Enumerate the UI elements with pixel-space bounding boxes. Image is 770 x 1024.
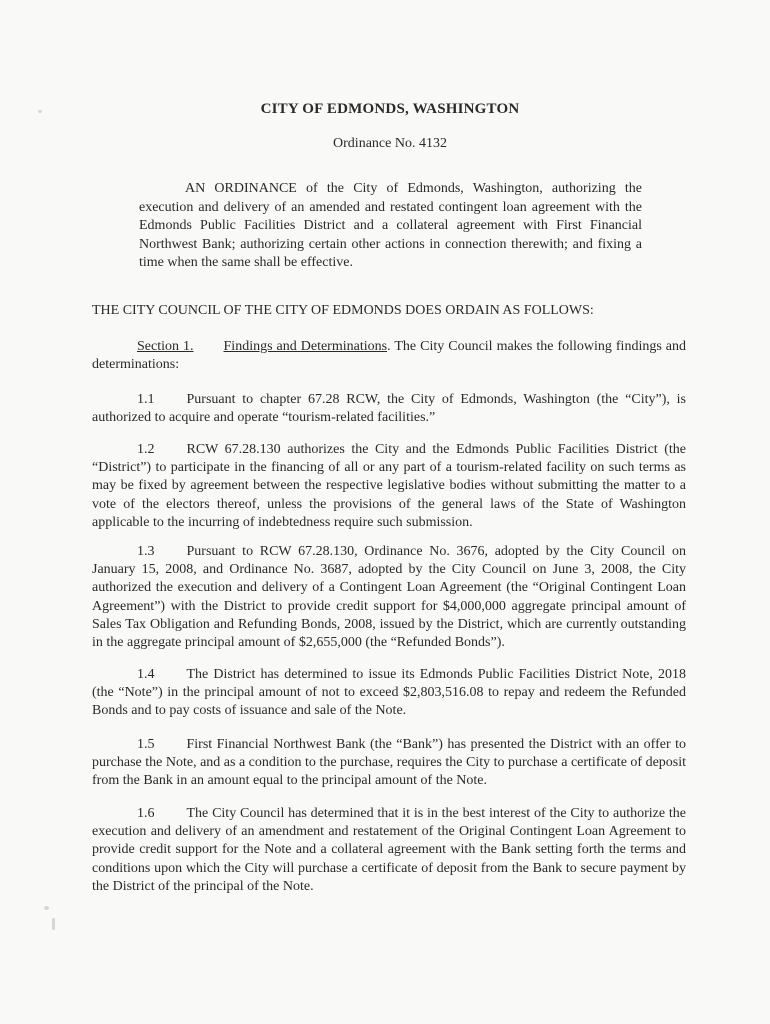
paragraph-text: RCW 67.28.130 authorizes the City and the Edmonds Public Facilities District (the “District”) to participate in the financing of all or any part of a tourism-related facility on such terms as may be fixed by agreement between the respective legislative bodies without submitting the matter to a vote of the electors thereof, unless the provisions of the general laws of the State of Washington applicable to the incurring of indebtedness require such submission. bbox=[92, 442, 686, 530]
paragraph-text: Pursuant to RCW 67.28.130, Ordinance No. 3676, adopted by the City Council on January 15, 2008, and Ordinance No. 3687, adopted by the City Council on June 3, 2008, the City authorized the execution and delivery of a Contingent Loan Agreement (the “Original Contingent Loan Agreement”) with the District to provide credit support for $4,000,000 aggregate principal amount of Sales Tax Obligation and Refunding Bonds, 2008, issued by the District, which are currently outstanding in the aggregate principal amount of $2,655,000 (the “Refunded Bonds”). bbox=[92, 544, 686, 651]
paragraph-number: 1.5 bbox=[137, 737, 155, 752]
paragraph-number: 1.3 bbox=[137, 544, 155, 559]
ordinance-number: Ordinance No. 4132 bbox=[333, 136, 447, 151]
paragraph-number: 1.2 bbox=[137, 442, 155, 457]
paragraph-1-5 bbox=[92, 736, 686, 791]
scan-speck bbox=[44, 906, 49, 910]
document-title: CITY OF EDMONDS, WASHINGTON bbox=[260, 101, 520, 117]
section-1-intro bbox=[92, 338, 686, 374]
ordinance-preamble: AN ORDINANCE of the City of Edmonds, Washington, authorizing the execution and delivery of an amended and restated contingent loan agreement with the Edmonds Public Facilities District and a collateral agreement with First Financial Northwest Bank; authorizing certain other actions in connection therewith; and fixing a time when the same shall be effective. bbox=[139, 181, 642, 271]
paragraph-1-4 bbox=[92, 666, 686, 721]
paragraph-text: The District has determined to issue its Edmonds Public Facilities District Note, 2018 (the “Note”) in the principal amount of not to exceed $2,803,516.08 to repay and redeem the Refunded Bonds and to pay costs of issuance and sale of the Note. bbox=[92, 667, 686, 719]
paragraph-1-6 bbox=[92, 805, 686, 896]
paragraph-1-2 bbox=[92, 441, 686, 532]
section-label: Section 1. bbox=[137, 339, 194, 354]
paragraph-1-3 bbox=[92, 543, 686, 652]
paragraph-text: The City Council has determined that it is in the best interest of the City to authorize the execution and delivery of an amendment and restatement of the Original Contingent Loan Agreement to provide credit support for the Note and a collateral agreement with the Bank setting forth the terms and conditions upon which the City will purchase a certificate of deposit from the Bank to secure payment by the District of the principal of the Note. bbox=[92, 806, 686, 894]
paragraph-number: 1.1 bbox=[137, 392, 155, 407]
paragraph-text: Pursuant to chapter 67.28 RCW, the City of Edmonds, Washington (the “City”), is authorized to acquire and operate “tourism-related facilities.” bbox=[92, 392, 686, 426]
section-intro-text: . The City Council makes the following findings and determinations: bbox=[92, 339, 687, 373]
paragraph-text: First Financial Northwest Bank (the “Bank”) has presented the District with an offer to purchase the Note, and as a condition to the purchase, requires the City to purchase a certificate of deposit from the Bank in an amount equal to the principal amount of the Note. bbox=[92, 737, 687, 789]
enacting-clause: THE CITY COUNCIL OF THE CITY OF EDMONDS DOES ORDAIN AS FOLLOWS: bbox=[92, 303, 594, 318]
paragraph-number: 1.6 bbox=[137, 806, 155, 821]
paragraph-1-1 bbox=[92, 391, 686, 427]
scan-speck bbox=[52, 918, 55, 930]
section-heading: Findings and Determinations bbox=[223, 339, 388, 354]
paragraph-number: 1.4 bbox=[137, 667, 155, 682]
scan-speck bbox=[38, 110, 42, 113]
